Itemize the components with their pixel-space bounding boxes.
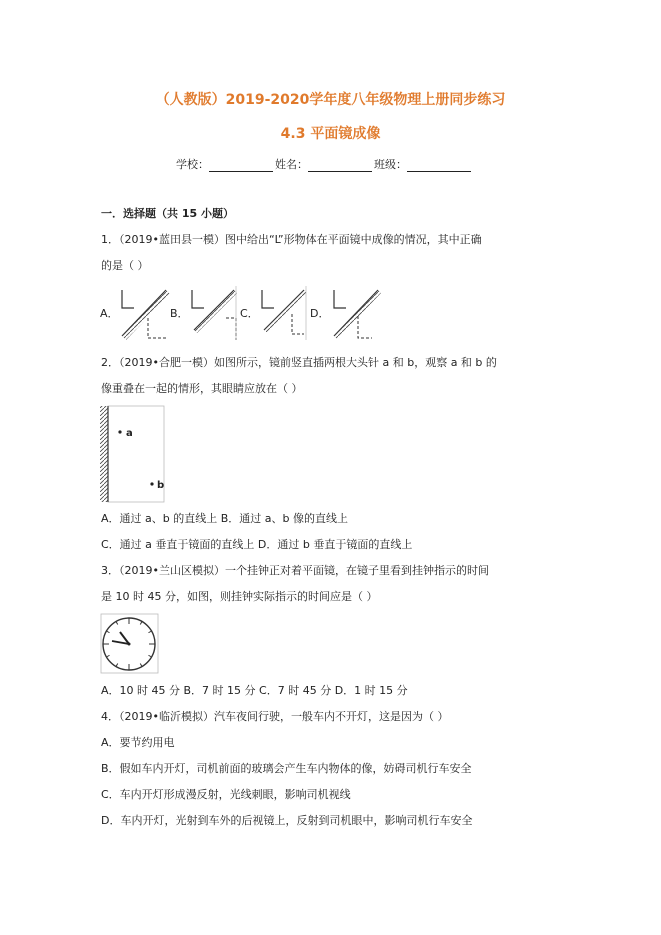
name-label: 姓名：: [275, 158, 308, 171]
q4-option-d: D．车内开灯，光射到车外的后视镜上，反射到司机眼中，影响司机行车安全: [101, 814, 473, 827]
q1-option-b-letter: B．: [170, 307, 189, 320]
q2-stem-line2: 像重叠在一起的情形，其眼睛应放在（ ）: [101, 382, 303, 395]
q1-figure-a: [122, 290, 170, 340]
q2-figure-frame: [108, 406, 164, 502]
q1-options-figure: [114, 284, 384, 346]
q1-stem-line1: 1．（2019•蓝田县一模）图中给出“L”形物体在平面镜中成像的情况，其中正确: [101, 233, 482, 246]
q3-stem-line1: 3．（2019•兰山区模拟）一个挂钟正对着平面镜，在镜子里看到挂钟指示的时间: [101, 564, 489, 577]
q1-option-c-letter: C．: [240, 307, 259, 320]
q4-stem-line1: 4．（2019•临沂模拟）汽车夜间行驶，一般车内不开灯，这是因为（ ）: [101, 710, 449, 723]
q1-figure-c: [262, 286, 307, 340]
q1-stem-line2: 的是（ ）: [101, 259, 149, 272]
q4-option-a: A．要节约用电: [101, 736, 175, 749]
clock-center: [128, 643, 131, 646]
section-subtitle: 4.3 平面镜成像: [280, 126, 381, 142]
school-blank: [209, 159, 273, 172]
q2-label-a: a: [126, 428, 133, 439]
q3-clock-figure: [100, 613, 160, 675]
q2-mirror-hatch: [100, 406, 108, 502]
q3-stem-line2: 是 10 时 45 分，如图，则挂钟实际指示的时间应是（ ）: [101, 590, 378, 603]
q1-figure-d: [334, 290, 381, 339]
name-blank: [308, 159, 372, 172]
q2-label-b: b: [157, 480, 165, 491]
q2-stem-line1: 2．（2019•合肥一模）如图所示，镜前竖直插两根大头针 a 和 b，观察 a 和 b 的: [101, 356, 497, 369]
section-title: 一．选择题（共 15 小题）: [101, 207, 234, 220]
q3-options-line1: A．10 时 45 分 B．7 时 15 分 C．7 时 45 分 D．1 时 15 分: [101, 684, 408, 697]
q2-mirror-figure: [100, 404, 166, 504]
q2-pin-a: [118, 430, 121, 433]
student-info-line: [176, 156, 473, 172]
q2-pin-b: [150, 482, 153, 485]
document-title: （人教版）2019-2020学年度八年级物理上册同步练习: [155, 92, 506, 108]
school-label: 学校：: [176, 158, 209, 171]
q2-options-line1: A．通过 a、b 的直线上 B．通过 a、b 像的直线上: [101, 512, 348, 525]
q4-option-c: C．车内开灯形成漫反射，光线刺眼，影响司机视线: [101, 788, 351, 801]
q1-option-d-letter: D．: [310, 307, 330, 320]
q4-option-b: B．假如车内开灯，司机前面的玻璃会产生车内物体的像，妨碍司机行车安全: [101, 762, 472, 775]
class-label: 班级：: [374, 158, 407, 171]
q1-option-a-letter: A．: [100, 307, 119, 320]
q1-figure-b: [192, 286, 237, 340]
class-blank: [407, 159, 471, 172]
q2-options-line2: C．通过 a 垂直于镜面的直线上 D．通过 b 垂直于镜面的直线上: [101, 538, 413, 551]
